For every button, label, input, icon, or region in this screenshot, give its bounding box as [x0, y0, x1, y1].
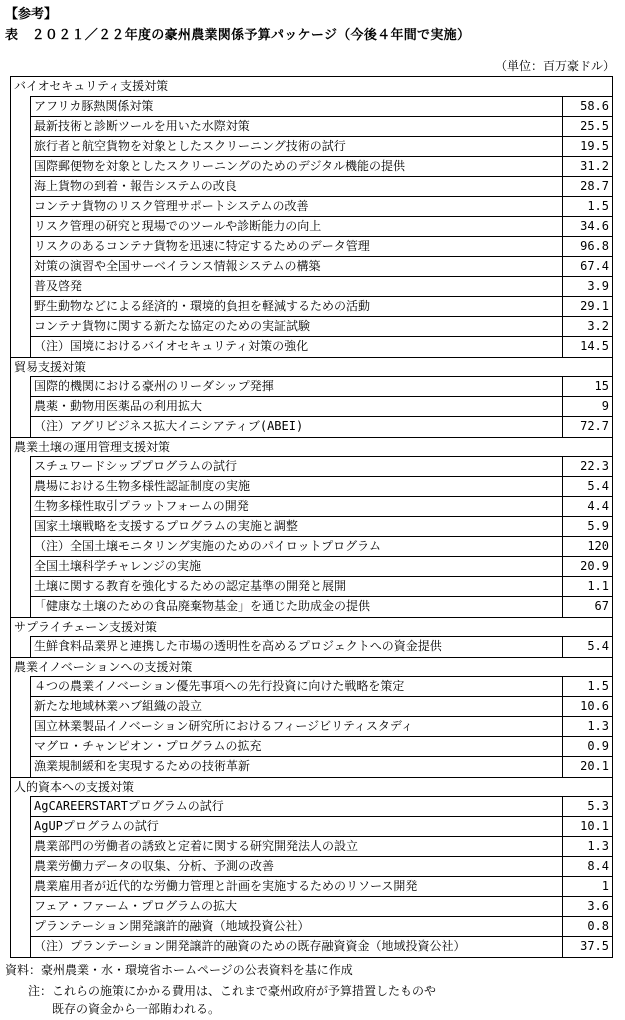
item-value: 10.6 [562, 697, 612, 716]
table-row [31, 837, 612, 857]
item-value: 9 [562, 397, 612, 416]
item-value: 1.5 [562, 197, 612, 216]
item-value: 67 [562, 597, 612, 617]
item-label: スチュワードシッププログラムの試行 [34, 459, 238, 473]
category-header: サプライチェーン支援対策 [11, 617, 612, 636]
table-row [31, 117, 612, 137]
item-label: 生鮮食料品業界と連携した市場の透明性を高めるプロジェクトへの資金提供 [34, 639, 442, 653]
item-label: （注）アグリビジネス拡大イニシアティブ(ABEI) [34, 419, 304, 433]
table-row [31, 417, 612, 437]
item-value: 31.2 [562, 157, 612, 176]
item-value: 5.3 [562, 797, 612, 816]
table-row [31, 717, 612, 737]
item-label: ４つの農業イノベーション優先事項への先行投資に向けた戦略を策定 [34, 679, 405, 693]
table-row [31, 337, 612, 357]
item-label: 農業労働力データの収集、分析、予測の改善 [34, 859, 275, 873]
item-label: 新たな地域林業ハブ組織の設立 [34, 699, 203, 713]
item-value: 28.7 [562, 177, 612, 196]
item-value: 3.2 [562, 317, 612, 336]
item-value: 58.6 [562, 97, 612, 116]
item-label: コンテナ貨物のリスク管理サポートシステムの改善 [34, 199, 309, 213]
category-rows [30, 96, 612, 357]
item-label: AgCAREERSTARTプログラムの試行 [34, 799, 224, 813]
item-label: プランテーション開発譲許的融資（地域投資公社） [34, 919, 310, 933]
table-row [31, 757, 612, 777]
table-title: 表 ２０２１／２２年度の豪州農業関係予算パッケージ（今後４年間で実施） [5, 28, 471, 43]
item-label: 国立林業製品イノベーション研究所におけるフィージビリティスタディ [34, 719, 413, 733]
category-rows [30, 376, 612, 437]
item-label: 土壌に関する教育を強化するための認定基準の開発と展開 [34, 579, 347, 593]
item-value: 1.3 [562, 717, 612, 736]
item-value: 10.1 [562, 817, 612, 836]
table-row [31, 297, 612, 317]
item-label: 生物多様性取引プラットフォームの開発 [34, 499, 249, 513]
item-value: 1.3 [562, 837, 612, 856]
table-row [31, 277, 612, 297]
item-label: 国家土壌戦略を支援するプログラムの実施と調整 [34, 519, 298, 533]
table-row [31, 377, 612, 397]
item-label: マグロ・チャンピオン・プログラムの拡充 [34, 739, 262, 753]
table-row [31, 577, 612, 597]
item-value: 4.4 [562, 497, 612, 516]
category-rows [30, 676, 612, 777]
item-label: 野生動物などによる経済的・環境的負担を軽減するための活動 [34, 299, 371, 313]
item-label: フェア・ファーム・プログラムの拡大 [34, 899, 238, 913]
item-label: 全国土壌科学チャレンジの実施 [34, 559, 202, 573]
item-value: 0.9 [562, 737, 612, 756]
item-label: （注）全国土壌モニタリング実施のためのパイロットプログラム [34, 539, 382, 553]
category-header: 貿易支援対策 [11, 357, 612, 376]
item-value: 25.5 [562, 117, 612, 136]
item-label: 漁業規制緩和を実現するための技術革新 [34, 759, 251, 773]
table-row [31, 737, 612, 757]
budget-table [10, 76, 613, 958]
table-row [31, 237, 612, 257]
item-label: 農業部門の労働者の誘致と定着に関する研究開発法人の設立 [34, 839, 359, 853]
item-label: 農薬・動物用医薬品の利用拡大 [34, 399, 203, 413]
item-label: アフリカ豚熱関係対策 [34, 99, 154, 113]
item-label: 農場における生物多様性認証制度の実施 [34, 479, 251, 493]
item-value: 22.3 [562, 457, 612, 476]
footnote [28, 982, 436, 1018]
item-value: 3.9 [562, 277, 612, 296]
table-row [31, 697, 612, 717]
table-row [31, 317, 612, 337]
reference-label: 【参考】 [5, 7, 58, 22]
unit-label: （単位：百万豪ドル） [494, 59, 615, 73]
table-row [31, 397, 612, 417]
item-value: 5.9 [562, 517, 612, 536]
category-rows [30, 456, 612, 617]
table-row [31, 797, 612, 817]
item-value: 120 [562, 537, 612, 556]
item-label: 旅行者と航空貨物を対象としたスクリーニング技術の試行 [34, 139, 346, 153]
table-row [31, 877, 612, 897]
table-row [31, 217, 612, 237]
table-row [31, 897, 612, 917]
item-label: リスク管理の研究と現場でのツールや診断能力の向上 [34, 219, 322, 233]
table-row [31, 857, 612, 877]
item-value: 96.8 [562, 237, 612, 256]
item-label: 国際的機関における豪州のリーダシップ発揮 [34, 379, 274, 393]
table-row [31, 557, 612, 577]
table-row [31, 817, 612, 837]
category-header: 農業イノベーションへの支援対策 [11, 657, 612, 676]
table-row [31, 537, 612, 557]
item-label: 農業雇用者が近代的な労働力管理と計画を実施するためのリソース開発 [34, 879, 418, 893]
item-value: 67.4 [562, 257, 612, 276]
table-row [31, 937, 612, 957]
item-value: 14.5 [562, 337, 612, 357]
table-row [31, 597, 612, 617]
item-value: 1 [562, 877, 612, 896]
category-rows [30, 796, 612, 957]
item-value: 19.5 [562, 137, 612, 156]
item-label: 「健康な土壌のための食品廃棄物基金」を通じた助成金の提供 [34, 599, 371, 613]
table-row [31, 517, 612, 537]
item-value: 20.9 [562, 557, 612, 576]
category-header: 人的資本への支援対策 [11, 777, 612, 796]
table-row [31, 477, 612, 497]
item-value: 20.1 [562, 757, 612, 777]
item-label: 最新技術と診断ツールを用いた水際対策 [34, 119, 250, 133]
category-rows [30, 636, 612, 657]
source-note: 資料：豪州農業・水・環境省ホームページの公表資料を基に作成 [5, 963, 353, 977]
table-row [31, 177, 612, 197]
table-row [31, 917, 612, 937]
item-label: コンテナ貨物に関する新たな協定のための実証試験 [34, 319, 311, 333]
table-row [31, 457, 612, 477]
item-value: 8.4 [562, 857, 612, 876]
item-value: 1.1 [562, 577, 612, 596]
item-value: 5.4 [562, 477, 612, 496]
table-row [31, 97, 612, 117]
item-label: リスクのあるコンテナ貨物を迅速に特定するためのデータ管理 [34, 239, 370, 253]
item-label: 海上貨物の到着・報告システムの改良 [34, 179, 237, 193]
item-label: 国際郵便物を対象としたスクリーニングのためのデジタル機能の提供 [34, 159, 406, 173]
table-row [31, 637, 612, 657]
item-value: 29.1 [562, 297, 612, 316]
item-label: （注）国境におけるバイオセキュリティ対策の強化 [34, 339, 309, 353]
category-header: バイオセキュリティ支援対策 [14, 79, 169, 93]
table-row [31, 137, 612, 157]
item-value: 37.5 [562, 937, 612, 957]
item-value: 72.7 [562, 417, 612, 437]
table-row [31, 197, 612, 217]
footnote-line-1: 注：これらの施策にかかる費用は、これまで豪州政府が予算措置したものや [28, 984, 437, 998]
category-header: 農業土壌の運用管理支援対策 [11, 437, 612, 456]
table-row [31, 157, 612, 177]
item-value: 1.5 [562, 677, 612, 696]
item-value: 34.6 [562, 217, 612, 236]
item-label: AgUPプログラムの試行 [34, 819, 159, 833]
footnote-line-2: 既存の資金から一部賄われる。 [52, 1002, 221, 1016]
item-value: 0.8 [562, 917, 612, 936]
item-label: 対策の演習や全国サーベイランス情報システムの構築 [34, 259, 321, 273]
item-label: （注）プランテーション開発譲許的融資のための既存融資資金（地域投資公社） [34, 939, 466, 953]
table-row [31, 677, 612, 697]
item-value: 15 [562, 377, 612, 396]
item-value: 5.4 [562, 637, 612, 657]
table-row [31, 497, 612, 517]
item-label: 普及啓発 [34, 279, 83, 293]
table-row [31, 257, 612, 277]
item-value: 3.6 [562, 897, 612, 916]
